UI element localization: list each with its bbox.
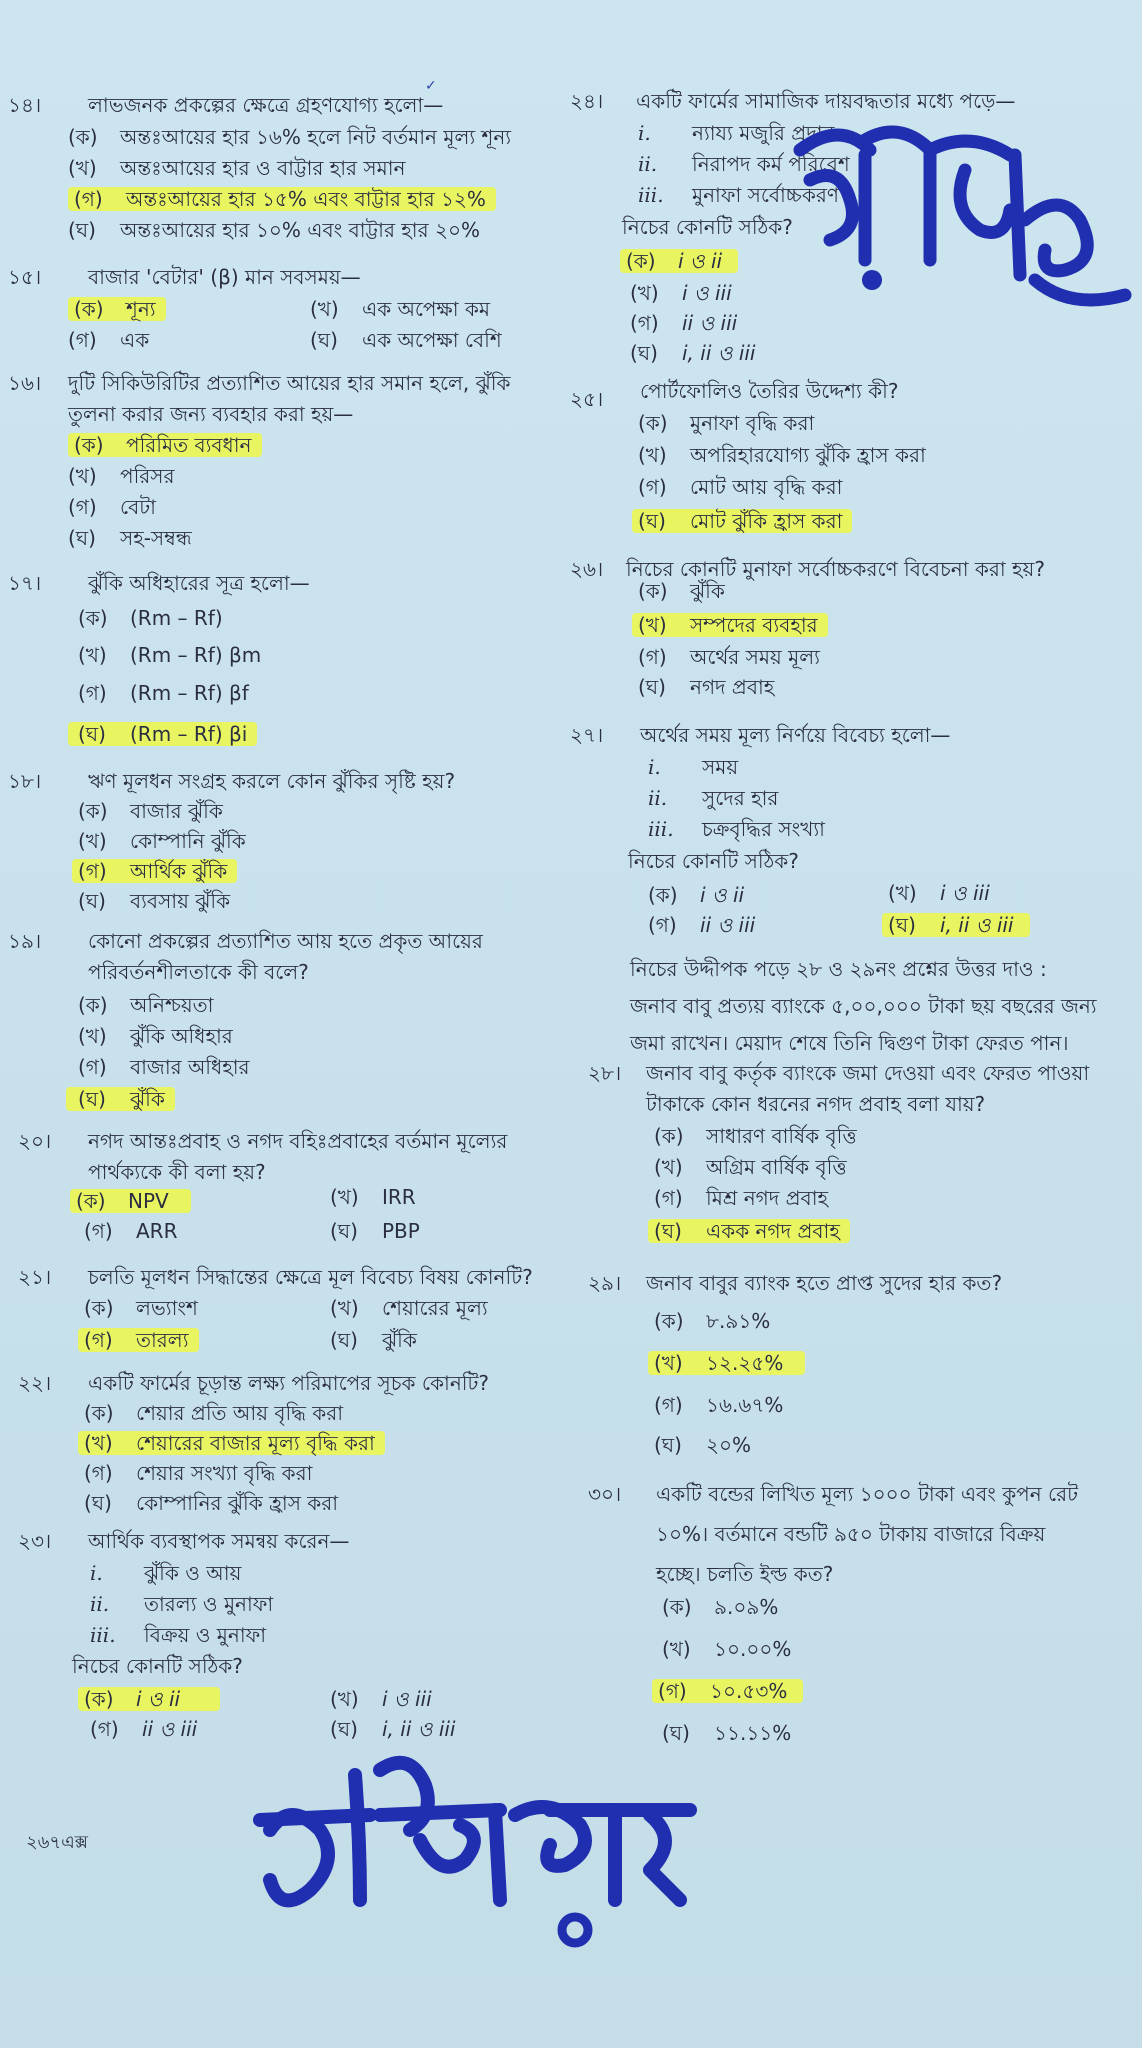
roman-statement: ii. তারল্য ও মুনাফা (90, 1592, 274, 1616)
question-number: ২৬। (570, 557, 604, 581)
option: (খ) পরিসর (68, 464, 175, 488)
question-stem: নগদ আন্তঃপ্রবাহ ও নগদ বহিঃপ্রবাহের বর্তমান মূল্যের পার্থক্যকে কী বলা হয়? (88, 1129, 508, 1184)
option: (ঘ) ঝুঁকি (330, 1328, 417, 1352)
question-number: ১৭। (8, 571, 42, 595)
question-stem: নিচের কোনটি মুনাফা সর্বোচ্চকরণে বিবেচনা করা হয়? (626, 557, 1045, 581)
option: (ক) ৮.৯১% (654, 1309, 771, 1333)
question-stem: জনাব বাবু কর্তৃক ব্যাংকে জমা দেওয়া এবং ফেরত পাওয়া টাকাকে কোন ধরনের নগদ প্রবাহ বলা যায়? (646, 1061, 1090, 1116)
option-highlighted: (ঘ) i, ii ও iii (882, 910, 1030, 941)
question-stem: কোনো প্রকল্পের প্রত্যাশিত আয় হতে প্রকৃত আয়ের পরিবর্তনশীলতাকে কী বলে? (88, 929, 483, 984)
option: (খ) ঝুঁকি অধিহার (78, 1024, 233, 1048)
option-highlighted: (ঘ) একক নগদ প্রবাহ (648, 1216, 850, 1247)
option-highlighted: (খ) শেয়ারের বাজার মূল্য বৃদ্ধি করা (78, 1428, 385, 1459)
question-stem: বাজার 'বেটার' (β) মান সবসময়— (88, 265, 361, 289)
check-mark-icon: ✓ (425, 78, 437, 94)
option: (গ) মিশ্র নগদ প্রবাহ (654, 1186, 828, 1210)
option: (ক) i ও ii (648, 883, 745, 907)
option: (ক) শেয়ার প্রতি আয় বৃদ্ধি করা (84, 1401, 344, 1425)
question-stem: দুটি সিকিউরিটির প্রত্যাশিত আয়ের হার সমান হলে, ঝুঁকি তুলনা করার জন্য ব্যবহার করা হয়— (68, 371, 511, 426)
option-highlighted: (ঘ) ঝুঁকি (66, 1084, 175, 1115)
option: (গ) অর্থের সময় মূল্য (638, 645, 820, 669)
question-prompt: নিচের কোনটি সঠিক? (72, 1654, 243, 1678)
option: (খ) IRR (330, 1185, 416, 1209)
option: (ঘ) কোম্পানির ঝুঁকি হ্রাস করা (84, 1491, 339, 1515)
option: (ক) অন্তঃআয়ের হার ১৬% হলে নিট বর্তমান মূল্য শূন্য (68, 125, 512, 149)
question-number: ২৪। (570, 89, 604, 113)
option: (খ) ১০.০০% (662, 1637, 792, 1661)
question-number: ৩০। (588, 1482, 622, 1506)
option: (ঘ) নগদ প্রবাহ (638, 675, 775, 699)
question-number: ২১। (18, 1265, 52, 1289)
option: (ঘ) ১১.১১% (662, 1721, 792, 1745)
question-stem: লাভজনক প্রকল্পের ক্ষেত্রে গ্রহণযোগ্য হলো— (88, 93, 444, 117)
option: (গ) বাজার অধিহার (78, 1055, 250, 1079)
option: (ক) ঝুঁকি (638, 579, 725, 603)
question-number: ২৫। (570, 387, 604, 411)
option: (ক) ৯.০৯% (662, 1595, 779, 1619)
page-code: ২৬৭এক্স (26, 1832, 89, 1853)
handwritten-word-top-right (780, 110, 1140, 360)
option: (গ) ii ও iii (648, 913, 756, 937)
question-prompt: নিচের কোনটি সঠিক? (628, 849, 799, 873)
option-highlighted: (গ) অন্তঃআয়ের হার ১৫% এবং বাট্টার হার ১২% (68, 184, 496, 215)
question-stem: চলতি মূলধন সিদ্ধান্তের ক্ষেত্রে মূল বিবেচ্য বিষয় কোনটি? (88, 1265, 533, 1289)
option: (খ) (Rm – Rf) βm (78, 643, 262, 667)
question-number: ১৬। (8, 371, 42, 395)
option: (ঘ) ব্যবসায় ঝুঁকি (78, 889, 231, 913)
question-stem: জনাব বাবুর ব্যাংক হতে প্রাপ্ত সুদের হার কত? (646, 1271, 1003, 1295)
option: (গ) ১৬.৬৭% (654, 1393, 784, 1417)
option: (ঘ) ২০% (654, 1433, 752, 1457)
option: (গ) ii ও iii (630, 311, 738, 335)
option: (গ) ARR (84, 1219, 178, 1243)
option: (খ) শেয়ারের মূল্য (330, 1296, 488, 1320)
roman-statement: ii. নিরাপদ কর্ম পরিবেশ (638, 152, 850, 176)
option: (ক) অনিশ্চয়তা (78, 993, 214, 1017)
option: (গ) ii ও iii (90, 1717, 198, 1741)
option: (গ) এক (68, 328, 150, 352)
option: (ঘ) i, ii ও iii (630, 341, 756, 365)
stimulus-passage: নিচের উদ্দীপক পড়ে ২৮ ও ২৯নং প্রশ্নের উত্তর দাও : জনাব বাবু প্রত্যয় ব্যাংকে ৫,০০,০০০ টাকা ছয় বছরের জন্য জমা রাখেন। মেয়াদ শেষে তিনি দ্বিগুণ টাকা ফেরত পান। (630, 957, 1097, 1055)
question-stem: ঝুঁকি অধিহারের সূত্র হলো— (88, 571, 310, 595)
option: (গ) মোট আয় বৃদ্ধি করা (638, 475, 843, 499)
roman-statement: i. ন্যায্য মজুরি প্রদান (638, 121, 835, 145)
option: (খ) i ও iii (630, 281, 732, 305)
question-stem: একটি ফার্মের সামাজিক দায়বদ্ধতার মধ্যে পড়ে— (636, 89, 1016, 113)
option-highlighted: (ঘ) (Rm – Rf) βi (68, 719, 257, 750)
question-stem: একটি বন্ডের লিখিত মূল্য ১০০০ টাকা এবং কুপন রেট ১০%। বর্তমানে বন্ডটি ৯৫০ টাকায় বাজারে বিক্রয় হচ্ছে। চলতি ইল্ড কত? (656, 1482, 1079, 1586)
option: (খ) অগ্রিম বার্ষিক বৃত্তি (654, 1155, 847, 1179)
question-number: ২২। (18, 1371, 52, 1395)
question-stem: আর্থিক ব্যবস্থাপক সমন্বয় করেন— (88, 1529, 350, 1553)
option: (গ) (Rm – Rf) βf (78, 681, 249, 705)
option-highlighted: (গ) আর্থিক ঝুঁকি (72, 856, 237, 887)
option-highlighted: (ক) শূন্য (68, 294, 166, 325)
roman-statement: iii. বিক্রয় ও মুনাফা (90, 1623, 267, 1647)
option-highlighted: (ক) i ও ii (620, 246, 738, 277)
option-highlighted: (ক) NPV (70, 1186, 191, 1217)
option: (ক) মুনাফা বৃদ্ধি করা (638, 411, 815, 435)
option-highlighted: (ক) i ও ii (78, 1684, 220, 1715)
option: (ঘ) এক অপেক্ষা বেশি (310, 328, 502, 352)
option: (ক) লভ্যাংশ (84, 1296, 198, 1320)
option: (ঘ) অন্তঃআয়ের হার ১০% এবং বাট্টার হার ২০% (68, 218, 480, 242)
question-stem: পোর্টফোলিও তৈরির উদ্দেশ্য কী? (640, 379, 899, 403)
question-number: ২৭। (570, 723, 604, 747)
question-stem: ঋণ মূলধন সংগ্রহ করলে কোন ঝুঁকির সৃষ্টি হয়? (88, 769, 456, 793)
roman-statement: i. ঝুঁকি ও আয় (90, 1561, 242, 1585)
option: (ক) সাধারণ বার্ষিক বৃত্তি (654, 1124, 857, 1148)
option: (খ) অন্তঃআয়ের হার ও বাট্টার হার সমান (68, 156, 406, 180)
roman-statement: i. সময় (648, 755, 739, 779)
question-stem: অর্থের সময় মূল্য নির্ণয়ে বিবেচ্য হলো— (640, 723, 951, 747)
option: (গ) শেয়ার সংখ্যা বৃদ্ধি করা (84, 1461, 313, 1485)
option: (ক) বাজার ঝুঁকি (78, 799, 223, 823)
question-number: ১৪। (8, 93, 42, 117)
roman-statement: iii. মুনাফা সর্বোচ্চকরণ (638, 183, 839, 207)
option: (ঘ) সহ-সম্বন্ধ (68, 526, 192, 550)
option: (খ) এক অপেক্ষা কম (310, 297, 490, 321)
option: (গ) বেটা (68, 495, 156, 519)
option: (খ) কোম্পানি ঝুঁকি (78, 829, 246, 853)
question-number: ২৮। (588, 1061, 622, 1085)
question-stem: একটি ফার্মের চূড়ান্ত লক্ষ্য পরিমাপের সূচক কোনটি? (88, 1371, 489, 1395)
roman-statement: iii. চক্রবৃদ্ধির সংখ্যা (648, 817, 825, 841)
option-highlighted: (গ) ১০.৫৩% (652, 1676, 803, 1707)
option: (ক) (Rm – Rf) (78, 606, 223, 630)
question-prompt: নিচের কোনটি সঠিক? (622, 215, 793, 239)
question-number: ১৯। (8, 929, 42, 953)
question-number: ১৫। (8, 265, 42, 289)
option: (ঘ) i, ii ও iii (330, 1717, 456, 1741)
option: (খ) i ও iii (888, 881, 990, 905)
option: (খ) i ও iii (330, 1687, 432, 1711)
roman-statement: ii. সুদের হার (648, 786, 779, 810)
option: (খ) অপরিহারযোগ্য ঝুঁকি হ্রাস করা (638, 443, 926, 467)
question-number: ১৮। (8, 769, 42, 793)
option-highlighted: (গ) তারল্য (78, 1325, 199, 1356)
option-highlighted: (ক) পরিমিত ব্যবধান (68, 430, 262, 461)
question-number: ২৩। (18, 1529, 52, 1553)
question-number: ২৯। (588, 1271, 622, 1295)
option-highlighted: (ঘ) মোট ঝুঁকি হ্রাস করা (632, 506, 852, 537)
option-highlighted: (খ) সম্পদের ব্যবহার (632, 610, 828, 641)
handwritten-word-bottom (250, 1740, 710, 1960)
option-highlighted: (খ) ১২.২৫% (648, 1348, 805, 1379)
option: (ঘ) PBP (330, 1219, 420, 1243)
question-number: ২০। (18, 1129, 52, 1153)
